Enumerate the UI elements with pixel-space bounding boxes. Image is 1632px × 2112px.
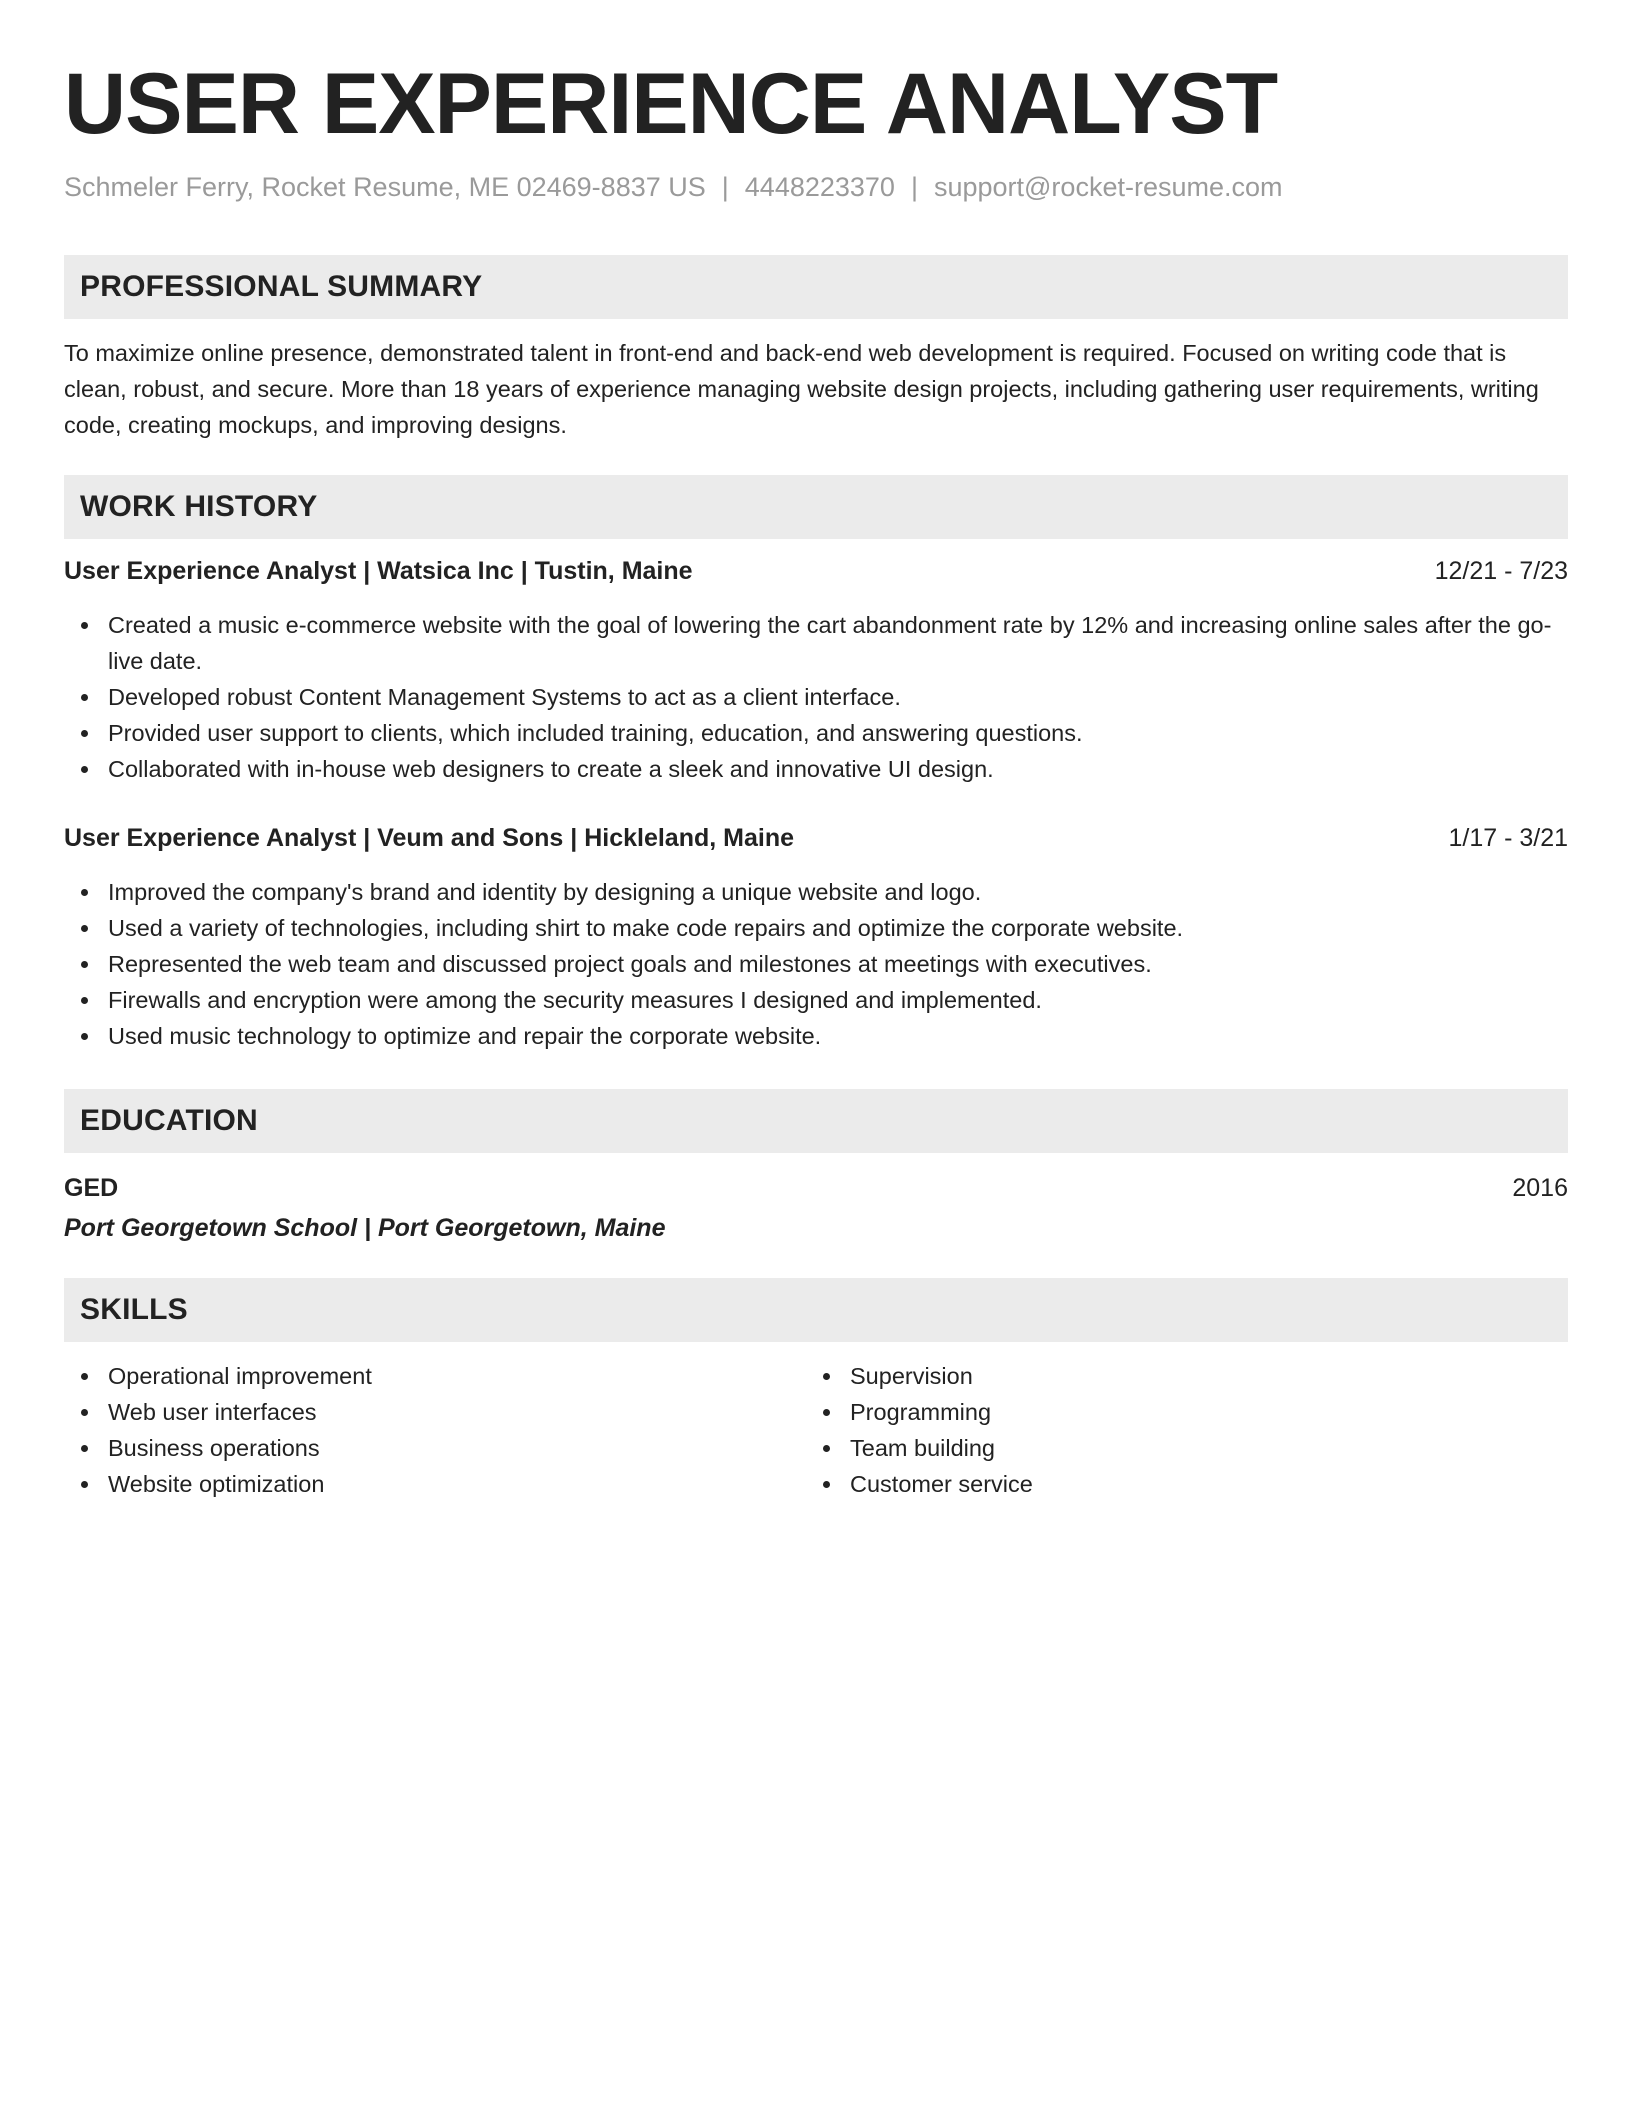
skill-item: Programming [850, 1394, 1548, 1430]
education-header [64, 1171, 1568, 1205]
education-year: 2016 [1512, 1174, 1568, 1202]
skill-item: Supervision [850, 1358, 1548, 1394]
job-dates: 12/21 - 7/23 [1434, 557, 1568, 585]
skill-item: Website optimization [108, 1466, 806, 1502]
list-item: Firewalls and encryption were among the security measures I designed and implemented. [108, 982, 1568, 1018]
section-heading-skills: SKILLS [64, 1278, 1568, 1342]
skill-item: Team building [850, 1430, 1548, 1466]
job-bullets [64, 874, 1568, 1054]
skills-columns [64, 1358, 1568, 1502]
list-item: Used music technology to optimize and repair the corporate website. [108, 1018, 1568, 1054]
job-header [64, 554, 1568, 588]
job-dates: 1/17 - 3/21 [1448, 824, 1568, 852]
contact-line [64, 170, 1568, 204]
skills-list [806, 1358, 1548, 1502]
contact-separator: | [721, 172, 729, 202]
section-heading-education: EDUCATION [64, 1089, 1568, 1153]
job-title: User Experience Analyst | Veum and Sons | Hickleland, Maine [64, 824, 794, 852]
resume-name: USER EXPERIENCE ANALYST [64, 56, 1278, 152]
contact-email: support@rocket-resume.com [933, 172, 1283, 202]
skill-item: Web user interfaces [108, 1394, 806, 1430]
section-heading-work-history: WORK HISTORY [64, 475, 1568, 539]
section-heading-summary: PROFESSIONAL SUMMARY [64, 255, 1568, 319]
skills-column-left [64, 1358, 806, 1502]
skill-item: Business operations [108, 1430, 806, 1466]
job-header [64, 821, 1568, 855]
job-title: User Experience Analyst | Watsica Inc | Tustin, Maine [64, 557, 693, 585]
skill-item: Operational improvement [108, 1358, 806, 1394]
list-item: Provided user support to clients, which included training, education, and answering questions. [108, 715, 1568, 751]
list-item: Created a music e-commerce website with the goal of lowering the cart abandonment rate by 12% and increasing online sales after the go-live date. [108, 607, 1568, 679]
contact-separator: | [910, 172, 918, 202]
list-item: Developed robust Content Management Systems to act as a client interface. [108, 679, 1568, 715]
summary-text: To maximize online presence, demonstrated talent in front-end and back-end web development is required. Focused on writing code that is clean, robust, and secure. More than 18 years of experience managing website design projects, including gathering user requirements, writing code, creating mockups, and improving designs. [64, 340, 1539, 438]
contact-address: Schmeler Ferry, Rocket Resume, ME 02469-8837 US [64, 172, 706, 202]
list-item: Used a variety of technologies, including shirt to make code repairs and optimize the corporate website. [108, 910, 1568, 946]
list-item: Improved the company's brand and identity by designing a unique website and logo. [108, 874, 1568, 910]
list-item: Collaborated with in-house web designers to create a sleek and innovative UI design. [108, 751, 1568, 787]
skills-list [64, 1358, 806, 1502]
job-bullets [64, 607, 1568, 787]
skills-column-right [806, 1358, 1548, 1502]
education-school: Port Georgetown School | Port Georgetown, Maine [64, 1214, 666, 1242]
contact-phone: 4448223370 [744, 172, 895, 202]
list-item: Represented the web team and discussed project goals and milestones at meetings with executives. [108, 946, 1568, 982]
education-degree: GED [64, 1174, 119, 1202]
skill-item: Customer service [850, 1466, 1548, 1502]
